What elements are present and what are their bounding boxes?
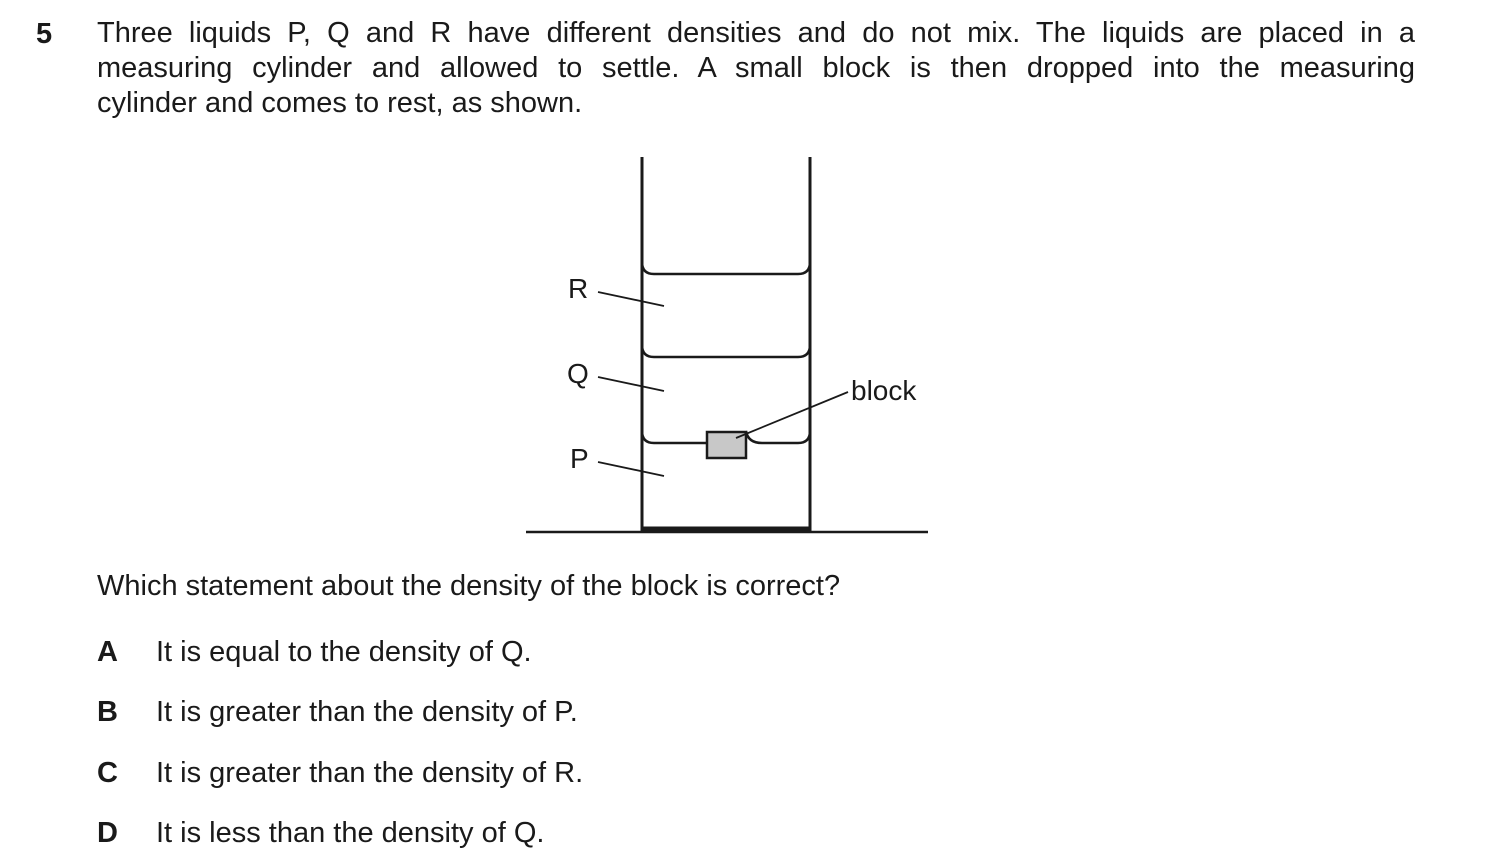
option-c: [97, 757, 583, 790]
label-r: R: [568, 273, 589, 304]
option-c-text: It is greater than the density of R.: [156, 757, 584, 789]
stem-line-1: Three liquids P, Q and R have different densities and do not mix. The liquids are placed in a: [97, 17, 1415, 49]
question-prompt: Which statement about the density of the block is correct?: [97, 570, 841, 602]
label-block: block: [851, 375, 917, 406]
meniscus-p-right: [746, 431, 810, 443]
option-b-letter: B: [97, 696, 118, 728]
meniscus-r: [642, 262, 810, 274]
option-d-letter: D: [97, 817, 118, 849]
leader-q: [598, 377, 664, 391]
option-c-letter: C: [97, 757, 118, 789]
meniscus-p-left: [642, 431, 707, 443]
leader-r: [598, 292, 664, 306]
option-b-text: It is greater than the density of P.: [156, 696, 578, 728]
option-b: [97, 696, 578, 729]
option-a: [97, 636, 532, 669]
leader-block: [736, 392, 848, 438]
label-p: P: [570, 443, 589, 474]
option-d-text: It is less than the density of Q.: [156, 817, 545, 849]
stem-line-2: measuring cylinder and allowed to settle. A small block is then dropped into the measuring: [97, 52, 1415, 84]
stem-line-3: cylinder and comes to rest, as shown.: [97, 87, 583, 119]
option-a-letter: A: [97, 636, 118, 668]
label-q: Q: [567, 358, 589, 389]
meniscus-q: [642, 345, 810, 357]
option-d: [97, 817, 544, 850]
option-a-text: It is equal to the density of Q.: [156, 636, 532, 668]
leader-p: [598, 462, 664, 476]
question-number: 5: [36, 18, 53, 50]
